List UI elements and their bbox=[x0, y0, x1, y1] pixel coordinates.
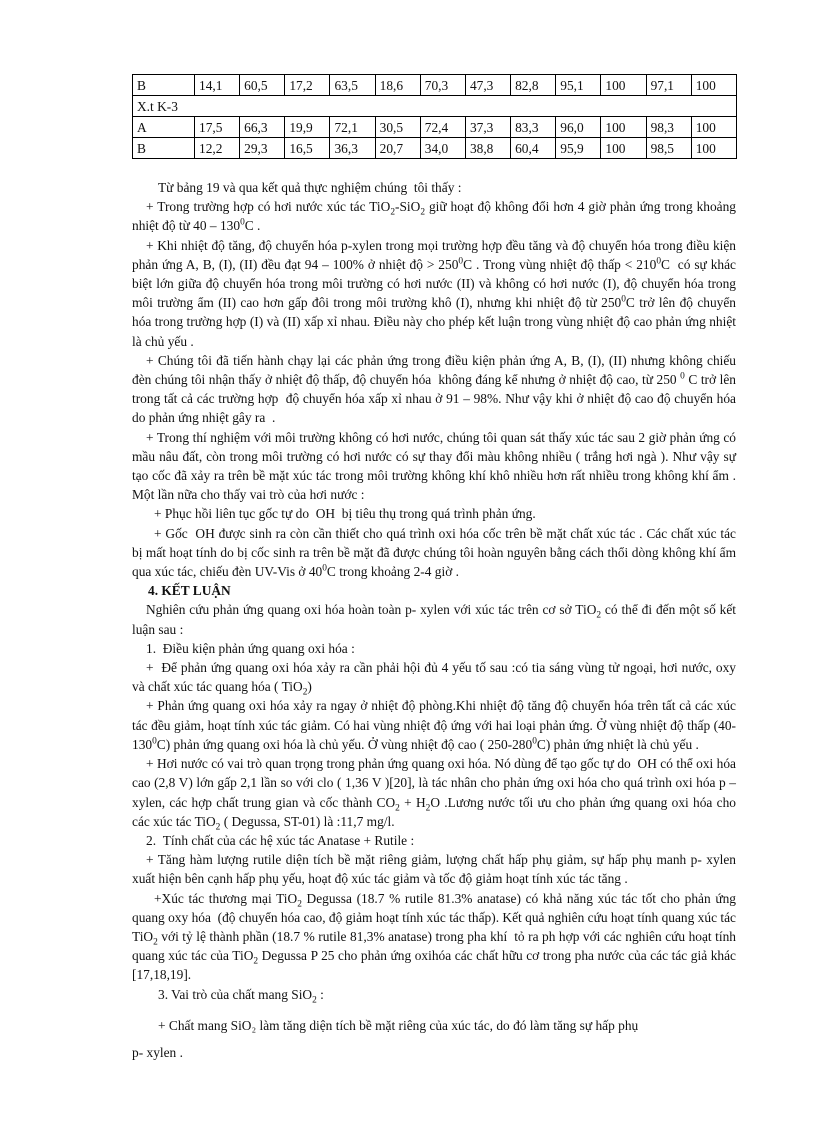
paragraph: Nghiên cứu phản ứng quang oxi hóa hoàn toàn p- xylen với xúc tác trên cơ sở TiO$_2$ có thể đi đến một số kết luận sau : bbox=[132, 602, 736, 637]
table-cell: 34,0 bbox=[420, 138, 465, 159]
table-cell: 97,1 bbox=[646, 75, 691, 96]
paragraph: 1. Điều kiện phản ứng quang oxi hóa : bbox=[146, 640, 355, 656]
table-cell: 72,1 bbox=[330, 117, 375, 138]
table-cell: 17,5 bbox=[195, 117, 240, 138]
table-cell: 37,3 bbox=[465, 117, 510, 138]
table-cell: 100 bbox=[691, 138, 736, 159]
paragraph: + Để phản ứng quang oxi hóa xảy ra cần phải hội đủ 4 yếu tố sau :có tia sáng vùng tử ngoại, hơi nước, oxy và chất xúc tác quang hóa ( TiO$_2$) bbox=[132, 660, 736, 698]
table-cell: 12,2 bbox=[195, 138, 240, 159]
spacer bbox=[132, 1035, 736, 1043]
table-cell: 98,5 bbox=[646, 138, 691, 159]
table-cell: 14,1 bbox=[195, 75, 240, 96]
table-cell: 16,5 bbox=[285, 138, 330, 159]
table-cell: 82,8 bbox=[511, 75, 556, 96]
row-label: X.t K-3 bbox=[133, 96, 737, 117]
table-cell: 100 bbox=[601, 75, 646, 96]
section-heading: 4. KẾT LUẬN bbox=[148, 583, 231, 599]
table-row bbox=[133, 138, 737, 159]
conversion-table bbox=[132, 74, 737, 159]
paragraph: + Trong trường hợp có hơi nước xúc tác TiO$_2$-SiO$_2$ giữ hoạt độ không đổi hơn 4 giờ phản ứng trong khoảng nhiệt độ từ $40 - 130^0C$ . bbox=[132, 199, 737, 234]
table-cell: 47,3 bbox=[465, 75, 510, 96]
table-cell: 60,5 bbox=[240, 75, 285, 96]
table-cell: 20,7 bbox=[375, 138, 420, 159]
paragraph: + Hơi nước có vai trò quan trọng trong phản ứng quang oxi hóa. Nó dùng để tạo gốc tự do OH có thể oxi hóa cao (2,8 V) lớn gấp 2,1 lần so với clo ( 1,36 V )[20], là tác nhân cho phản ứng oxi hóa cho quá trình oxi hóa p – xylen, các hợp chất trung gian và cốc thành $CO_2 + H_2O$ .Lương nước tối ưu cho phản ứng quang oxi hóa cho các xúc tác TiO$_2$ ( Degussa, ST-01) là :11,7 mg/l. bbox=[132, 756, 736, 833]
row-label: A bbox=[133, 117, 195, 138]
paragraph: + Chúng tôi đã tiến hành chạy lại các phản ứng trong điều kiện phản ứng A, B, (I), (II) nhưng không chiếu đèn chúng tôi nhận thấy ở nhiệt độ thấp, độ chuyển hóa không đáng kể nhưng ở nhiệt độ cao, từ 250 $^0$ C trở lên trong tất cả các trường hợp độ chuyển hóa xấp xỉ nhau ở 91 – 98%. Như vậy khi ở nhiệt độ cao độ chuyển hóa do phản ứng nhiệt gây ra . bbox=[132, 352, 736, 426]
table-cell: 63,5 bbox=[330, 75, 375, 96]
table-cell: 38,8 bbox=[465, 138, 510, 159]
table-cell: 100 bbox=[691, 117, 736, 138]
table-cell: 36,3 bbox=[330, 138, 375, 159]
paragraph: + Gốc OH được sinh ra còn cần thiết cho quá trình oxi hóa cốc trên bề mặt chất xúc tác . Các chất xúc tác bị mất hoạt tính do bị cốc sinh ra trên bề mặt đã được chúng tôi hoàn nguyên bằng cách thổi dòng không khí ẩm qua xúc tác, chiếu đèn UV-Vis ở $40^0C$ trong khoảng 2-4 giờ . bbox=[132, 525, 736, 580]
body-text bbox=[132, 178, 736, 1062]
table-cell: 83,3 bbox=[511, 117, 556, 138]
table-cell: 95,1 bbox=[556, 75, 601, 96]
spacer bbox=[132, 1004, 736, 1016]
paragraph: + Phục hồi liên tục gốc tự do OH bị tiêu thụ trong quá trình phản ứng. bbox=[154, 506, 536, 522]
table-cell: 95,9 bbox=[556, 138, 601, 159]
paragraph: +Xúc tác thương mại TiO$_2$ Degussa (18.7 % rutile 81.3% anatase) có khả năng xúc tác tốt cho phản ứng quang oxy hóa (độ chuyển hóa cao, độ giảm hoạt tính xúc tác thấp). Kết quả nghiên cứu hoạt tính quang xúc tác TiO$_2$ với tỷ lệ thành phần (18.7 % rutile 81,3% anatase) trong pha khí tỏ ra ph hợp với các nghiên cứu hoạt tính quang xúc tác của TiO$_2$ Degussa P 25 cho phản ứng oxihóa các chất hữu cơ trong pha nước của các tác giả khác [17,18,19]. bbox=[132, 890, 737, 983]
table-row bbox=[133, 75, 737, 96]
paragraph: Từ bảng 19 và qua kết quả thực nghiệm chúng tôi thấy : bbox=[158, 180, 462, 195]
final-paragraph-line: + Chất mang SiO₂ làm tăng diện tích bề mặt riêng của xúc tác, do đó làm tăng sự hấp phụ bbox=[158, 1017, 639, 1033]
table-cell: 66,3 bbox=[240, 117, 285, 138]
table-cell: 18,6 bbox=[375, 75, 420, 96]
row-label: B bbox=[133, 138, 195, 159]
table-cell: 98,3 bbox=[646, 117, 691, 138]
paragraph: + Phản ứng quang oxi hóa xảy ra ngay ở nhiệt độ phòng.Khi nhiệt độ tăng độ chuyển hóa trên tất cả các xúc tác đều giảm, hoạt tính xúc tác giảm. Có hai vùng nhiệt độ ứng với hai loại phản ứng. Ở vùng nhiệt độ thấp $(40-130^0C)$ phản ứng quang oxi hóa là chủ yếu. Ở vùng nhiệt độ cao ( $250-280^0C$) phản ứng nhiệt là chủ yếu . bbox=[132, 698, 736, 752]
table-cell: 30,5 bbox=[375, 117, 420, 138]
row-label: B bbox=[133, 75, 195, 96]
final-paragraph-line: p- xylen . bbox=[132, 1044, 183, 1060]
table-cell: 29,3 bbox=[240, 138, 285, 159]
table-cell: 100 bbox=[601, 138, 646, 159]
table-body bbox=[133, 75, 737, 159]
table-cell: 72,4 bbox=[420, 117, 465, 138]
paragraph: + Khi nhiệt độ tăng, độ chuyển hóa p-xylen trong mọi trường hợp đều tăng và độ chuyển hóa trong điều kiện phản ứng A, B, (I), (II) đều đạt 94 – 100% ở nhiệt độ > $250^0C$ . Trong vùng nhiệt độ thấp < $210^0C$ có sự khác biệt lớn giữa độ chuyển hóa trong môi trường có hơi nước (II) và không có hơi nước (I), độ chuyển hóa trong môi trường ẩm (II) cao hơn gấp đôi trong môi trường khô (I), nhưng khi nhiệt độ từ $250^0C$ trở lên độ chuyển hóa trong trường hợp (I) và (II) xấp xỉ nhau. Điều này cho phép kết luận trong vùng nhiệt độ cao phản ứng nhiệt là chủ yếu . bbox=[132, 237, 736, 349]
paragraph: + Trong thí nghiệm với môi trường không có hơi nước, chúng tôi quan sát thấy xúc tác sau 2 giờ phản ứng có mầu nâu đất, còn trong môi trường có hơi nước có sự thay đổi màu không nhiều ( trắng hơi ngà ). Như vậy sự tạo cốc đã xảy ra trên bề mặt xúc tác trong môi trường không khí khô nhiều hơn rất nhiều trong không khí ẩm . Một lần nữa cho thấy vai trò của hơi nước : bbox=[132, 429, 736, 503]
table-cell: 17,2 bbox=[285, 75, 330, 96]
table-cell: 96,0 bbox=[556, 117, 601, 138]
paragraph: 3. Vai trò của chất mang SiO$_2$ : bbox=[158, 986, 324, 1006]
table-cell: 19,9 bbox=[285, 117, 330, 138]
table-cell: 100 bbox=[601, 117, 646, 138]
table-cell: 70,3 bbox=[420, 75, 465, 96]
paragraph: 2. Tính chất của các hệ xúc tác Anatase + Rutile : bbox=[146, 832, 415, 848]
table-section-row bbox=[133, 96, 737, 117]
table-cell: 100 bbox=[691, 75, 736, 96]
table-cell: 60,4 bbox=[511, 138, 556, 159]
table-row bbox=[133, 117, 737, 138]
paragraph: + Tăng hàm lượng rutile diện tích bề mặt riêng giảm, lượng chất hấp phụ giảm, sự hấp phụ manh p- xylen xuất hiện bên cạnh hấp phụ yếu, hoạt độ xúc tác giảm và tốc độ giảm hoạt tính xúc tác tăng . bbox=[132, 852, 736, 887]
